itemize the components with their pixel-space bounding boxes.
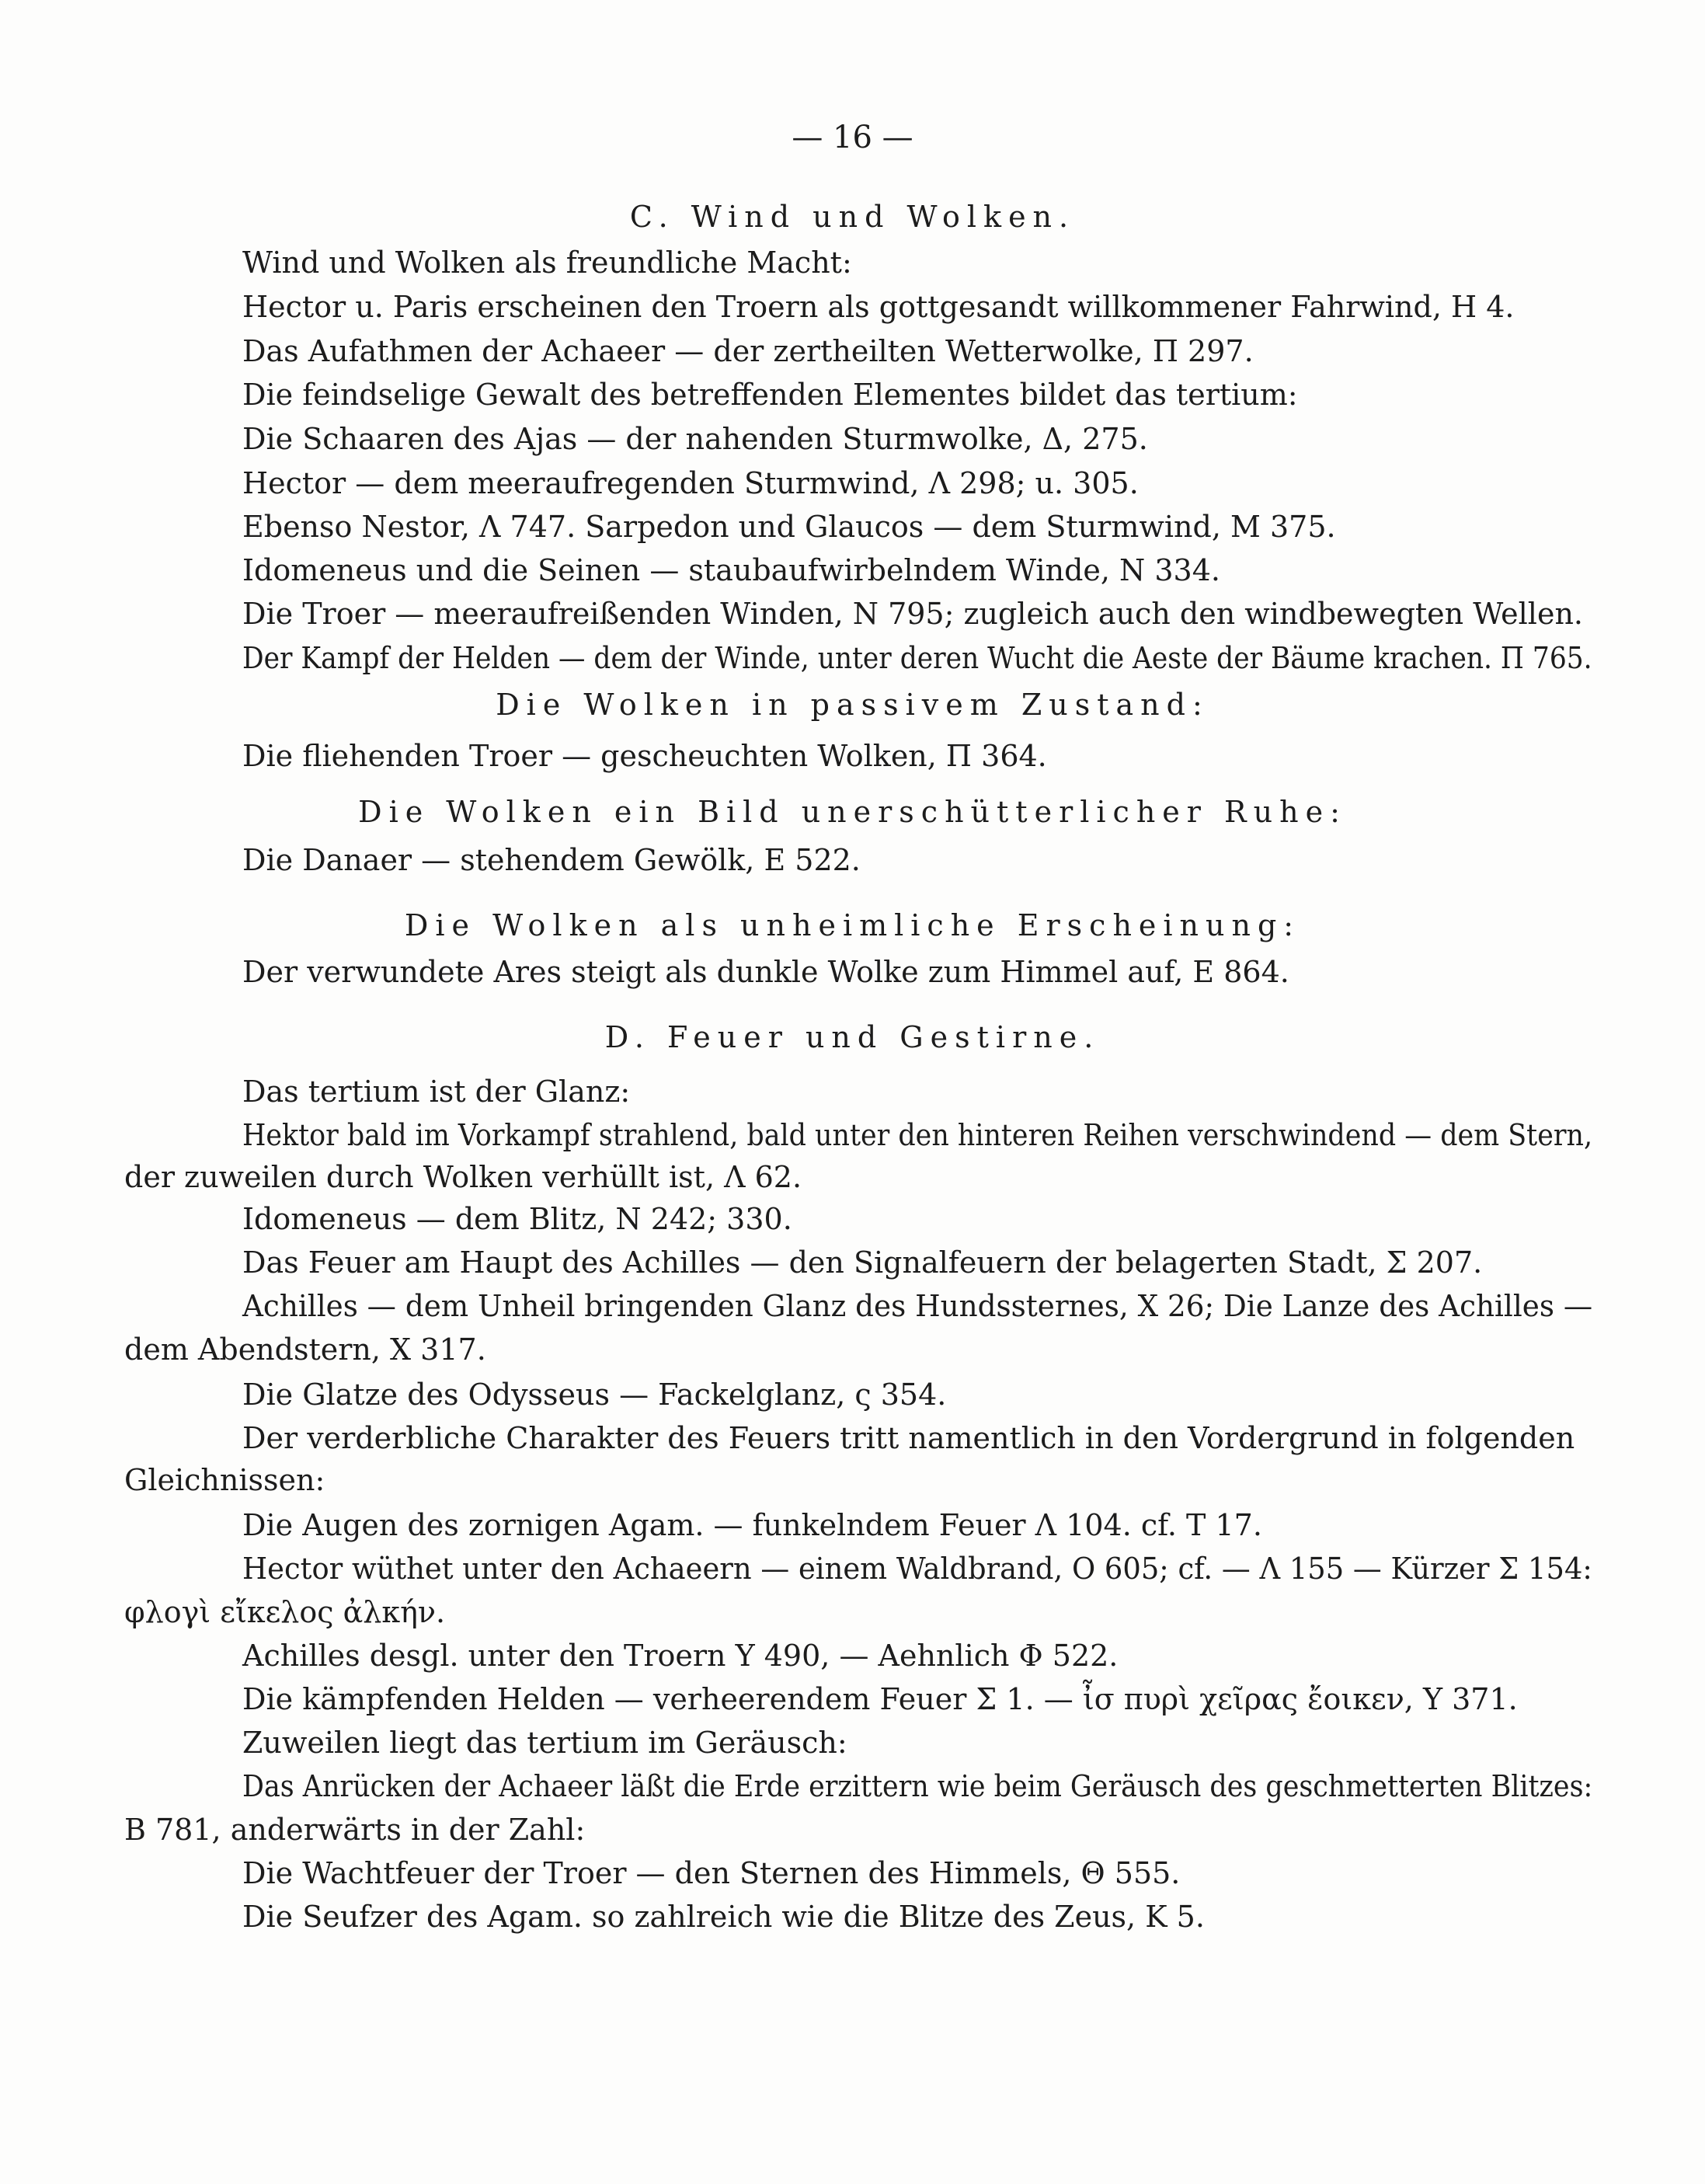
text-line: Ebenso Nestor, Λ 747. Sarpedon und Glaucos — dem Sturmwind, M 375. xyxy=(242,510,1336,544)
text-line: Die Danaer — stehendem Gewölk, E 522. xyxy=(242,843,861,877)
text-line: Idomeneus — dem Blitz, N 242; 330. xyxy=(242,1202,792,1236)
subheading-ruhe: Die Wolken ein Bild unerschütterlicher Ruhe: xyxy=(358,795,1347,829)
text-line: Hector — dem meeraufregenden Sturmwind, Λ 298; u. 305. xyxy=(242,466,1139,500)
section-c-heading: C. Wind und Wolken. xyxy=(629,200,1076,234)
text-line: Die fliehenden Troer — gescheuchten Wolken, Π 364. xyxy=(242,739,1047,773)
text-line: Die Glatze des Odysseus — Fackelglanz, ς 354. xyxy=(242,1378,947,1412)
text-line: Idomeneus und die Seinen — staubaufwirbelndem Winde, N 334. xyxy=(242,553,1220,587)
text-line: Das Anrücken der Achaeer läßt die Erde erzittern wie beim Geräusch des geschmetterten Blitzes: xyxy=(242,1769,1593,1803)
text-line: Das Feuer am Haupt des Achilles — den Signalfeuern der belagerten Stadt, Σ 207. xyxy=(242,1245,1483,1280)
text-line: Hector wüthet unter den Achaeern — einem Waldbrand, O 605; cf. — Λ 155 — Kürzer Σ 154: xyxy=(242,1552,1592,1586)
text-line: Wind und Wolken als freundliche Macht: xyxy=(242,246,852,280)
text-line: Gleichnissen: xyxy=(124,1463,325,1497)
text-line: Die feindselige Gewalt des betreffenden Elementes bildet das tertium: xyxy=(242,378,1298,412)
text-line: Zuweilen liegt das tertium im Geräusch: xyxy=(242,1726,847,1760)
text-line: B 781, anderwärts in der Zahl: xyxy=(124,1813,586,1847)
text-line: Die Wachtfeuer der Troer — den Sternen des Himmels, Θ 555. xyxy=(242,1856,1181,1890)
text-line: Die Seufzer des Agam. so zahlreich wie die Blitze des Zeus, K 5. xyxy=(242,1900,1205,1934)
text-line: Achilles desgl. unter den Troern Υ 490, — Aehnlich Φ 522. xyxy=(242,1639,1119,1673)
text-line: der zuweilen durch Wolken verhüllt ist, Λ 62. xyxy=(124,1160,802,1194)
subheading-passive: Die Wolken in passivem Zustand: xyxy=(496,688,1209,722)
text-line: Die Troer — meeraufreißenden Winden, N 795; zugleich auch den windbewegten Wellen. xyxy=(242,597,1583,631)
text-line: Die Schaaren des Ajas — der nahenden Sturmwolke, Δ, 275. xyxy=(242,422,1148,456)
text-line: dem Abendstern, X 317. xyxy=(124,1332,486,1367)
text-line: Der verwundete Ares steigt als dunkle Wolke zum Himmel auf, E 864. xyxy=(242,955,1289,989)
text-line: Das Aufathmen der Achaeer — der zertheilten Wetterwolke, Π 297. xyxy=(242,334,1254,368)
text-line: Die kämpfenden Helden — verheerendem Feuer Σ 1. — ἶσ πυρὶ χεῖρας ἔοικεν, Υ 371. xyxy=(242,1682,1518,1716)
text-line: Hektor bald im Vorkampf strahlend, bald unter den hinteren Reihen verschwindend — dem Stern, xyxy=(242,1118,1593,1152)
text-line: Der verderbliche Charakter des Feuers tritt namentlich in den Vordergrund in folgenden xyxy=(242,1421,1575,1455)
greek-quote: φλογὶ εἴκελος ἀλκήν. xyxy=(124,1595,446,1629)
text-line: Hector u. Paris erscheinen den Troern als gottgesandt willkommener Fahrwind, H 4. xyxy=(242,290,1515,324)
page-number: — 16 — xyxy=(792,120,913,155)
text-line: Der Kampf der Helden — dem der Winde, unter deren Wucht die Aeste der Bäume krachen. Π 765. xyxy=(242,641,1592,675)
text-line: Die Augen des zornigen Agam. — funkelndem Feuer Λ 104. cf. T 17. xyxy=(242,1508,1262,1542)
text-line: Achilles — dem Unheil bringenden Glanz des Hundssternes, X 26; Die Lanze des Achilles — xyxy=(242,1289,1593,1323)
subheading-unheimlich: Die Wolken als unheimliche Erscheinung: xyxy=(404,908,1301,942)
section-d-heading: D. Feuer und Gestirne. xyxy=(604,1020,1101,1054)
text-line: Das tertium ist der Glanz: xyxy=(242,1075,631,1109)
